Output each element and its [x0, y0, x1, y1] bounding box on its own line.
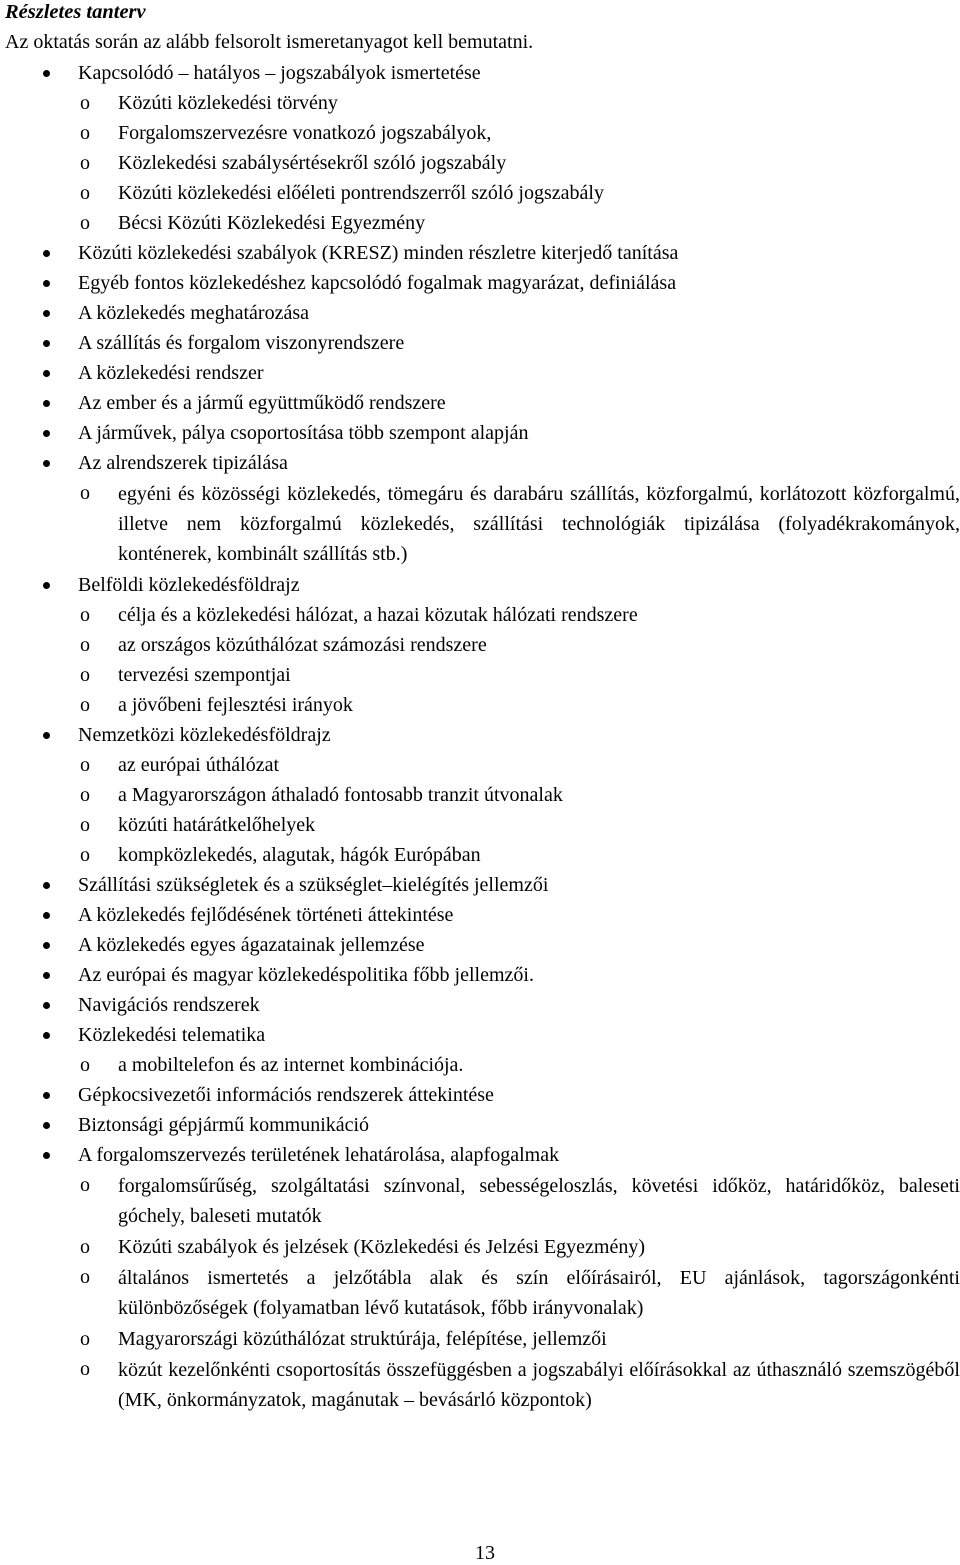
list-item-text: A szállítás és forgalom viszonyrendszere: [78, 332, 405, 354]
list-item: [5, 448, 960, 570]
list-item-text: Egyéb fontos közlekedéshez kapcsolódó fogalmak magyarázat, definiálása: [78, 272, 677, 294]
circle-bullet-icon: o: [80, 814, 90, 836]
sub-list-item-text: Közúti szabályok és jelzések (Közlekedési és Jelzési Egyezmény): [118, 1236, 646, 1258]
bullet-icon: [43, 1152, 50, 1159]
circle-bullet-icon: o: [80, 482, 90, 504]
list-item-text: Közlekedési telematika: [78, 1024, 266, 1046]
list-item-text: Nemzetközi közlekedésföldrajz: [78, 724, 331, 746]
bullet-icon: [43, 1032, 50, 1039]
sub-list: [78, 600, 960, 720]
document-page: [5, 0, 960, 1416]
page-number: 13: [475, 1542, 495, 1564]
sub-list-item-text: egyéni és közösségi közlekedés, tömegáru és darabáru szállítás, közforgalmú, korlátozott közforgalmú, illetve nem közforgalmú közlekedés, szállítási technológiák tipizálása (folyadékrakományok, konténerek, kombinált szállítás stb.): [118, 483, 960, 565]
list-item-text: A forgalomszervezés területének lehatárolása, alapfogalmak: [78, 1144, 560, 1166]
list-item: [5, 870, 960, 900]
bullet-icon: [43, 430, 50, 437]
sub-list-item: [5, 148, 960, 178]
sub-list: [78, 750, 960, 870]
bullet-icon: [43, 460, 50, 467]
list-item: [5, 358, 960, 388]
sub-list-item: [5, 1232, 960, 1262]
bullet-icon: [43, 942, 50, 949]
list-item-text: A közlekedés fejlődésének történeti áttekintése: [78, 904, 454, 926]
bullet-icon: [43, 310, 50, 317]
sub-list-item: [5, 840, 960, 870]
sub-list-item: [5, 780, 960, 810]
list-item: [5, 1110, 960, 1140]
sub-list-item: [5, 208, 960, 238]
sub-list-item-text: közúti határátkelőhelyek: [118, 814, 316, 836]
sub-list-item-text: a jövőbeni fejlesztési irányok: [118, 694, 353, 716]
circle-bullet-icon: o: [80, 122, 90, 144]
list-item: [5, 328, 960, 358]
circle-bullet-icon: o: [80, 1266, 90, 1288]
list-item: [5, 268, 960, 298]
list-item-text: Biztonsági gépjármű kommunikáció: [78, 1114, 370, 1136]
sub-list-item-text: kompközlekedés, alagutak, hágók Európában: [118, 844, 481, 866]
bullet-icon: [43, 400, 50, 407]
sub-list-item: [5, 478, 960, 570]
list-item: [5, 388, 960, 418]
bullet-icon: [43, 1122, 50, 1129]
sub-list-item-text: Forgalomszervezésre vonatkozó jogszabályok,: [118, 122, 492, 144]
list-item-text: Az ember és a jármű együttműködő rendszere: [78, 392, 446, 414]
sub-list-item: [5, 118, 960, 148]
sub-list-item: [5, 660, 960, 690]
list-item: [5, 720, 960, 870]
list-item: [5, 990, 960, 1020]
circle-bullet-icon: o: [80, 212, 90, 234]
sub-list-item: [5, 810, 960, 840]
sub-list-item-text: Közúti közlekedési előéleti pontrendszerről szóló jogszabály: [118, 182, 604, 204]
circle-bullet-icon: o: [80, 634, 90, 656]
bullet-icon: [43, 280, 50, 287]
list-item: [5, 1140, 960, 1416]
list-item: [5, 418, 960, 448]
sub-list-item: [5, 1262, 960, 1324]
bullet-icon: [43, 1092, 50, 1099]
list-item-text: A közlekedés egyes ágazatainak jellemzése: [78, 934, 425, 956]
list-item-text: Közúti közlekedési szabályok (KRESZ) minden részletre kiterjedő tanítása: [78, 242, 679, 264]
sub-list-item-text: a Magyarországon áthaladó fontosabb tranzit útvonalak: [118, 784, 563, 806]
list-item: [5, 238, 960, 268]
circle-bullet-icon: o: [80, 844, 90, 866]
list-item-text: A közlekedés meghatározása: [78, 302, 310, 324]
list-item-text: A járművek, pálya csoportosítása több szempont alapján: [78, 422, 529, 444]
sub-list-item-text: Magyarországi közúthálózat struktúrája, felépítése, jellemzői: [118, 1328, 607, 1350]
sub-list-item-text: általános ismertetés a jelzőtábla alak és szín előírásairól, EU ajánlások, tagországonkénti különbözőségek (folyamatban lévő kutatások, főbb irányvonalak): [118, 1267, 960, 1319]
circle-bullet-icon: o: [80, 1328, 90, 1350]
bullet-icon: [43, 732, 50, 739]
circle-bullet-icon: o: [80, 1174, 90, 1196]
sub-list-item-text: a mobiltelefon és az internet kombinációja.: [118, 1054, 464, 1076]
list-item: [5, 1080, 960, 1110]
sub-list: [78, 1050, 960, 1080]
circle-bullet-icon: o: [80, 754, 90, 776]
sub-list: [78, 88, 960, 238]
bullet-icon: [43, 340, 50, 347]
intro-paragraph: Az oktatás során az alább felsorolt ismeretanyagot kell bemutatni.: [5, 31, 534, 53]
sub-list-item-text: az európai úthálózat: [118, 754, 280, 776]
sub-list-item: [5, 178, 960, 208]
circle-bullet-icon: o: [80, 182, 90, 204]
circle-bullet-icon: o: [80, 604, 90, 626]
sub-list-item: [5, 88, 960, 118]
circle-bullet-icon: o: [80, 784, 90, 806]
sub-list-item-text: Közúti közlekedési törvény: [118, 92, 338, 114]
bullet-icon: [43, 972, 50, 979]
list-item: [5, 570, 960, 720]
list-item: [5, 930, 960, 960]
sub-list-item: [5, 750, 960, 780]
sub-list-item-text: tervezési szempontjai: [118, 664, 291, 686]
bullet-icon: [43, 250, 50, 257]
list-item: [5, 1020, 960, 1080]
list-item-text: Navigációs rendszerek: [78, 994, 260, 1016]
sub-list-item: [5, 630, 960, 660]
bullet-icon: [43, 70, 50, 77]
circle-bullet-icon: o: [80, 1358, 90, 1380]
sub-list: [78, 1170, 960, 1416]
circle-bullet-icon: o: [80, 92, 90, 114]
list-item-text: A közlekedési rendszer: [78, 362, 264, 384]
sub-list-item: [5, 1354, 960, 1416]
list-item: [5, 58, 960, 238]
sub-list: [78, 478, 960, 570]
sub-list-item-text: Bécsi Közúti Közlekedési Egyezmény: [118, 212, 426, 234]
list-item: [5, 960, 960, 990]
circle-bullet-icon: o: [80, 664, 90, 686]
section-heading: Részletes tanterv: [5, 1, 146, 23]
sub-list-item-text: az országos közúthálózat számozási rendszere: [118, 634, 487, 656]
list-item-text: Gépkocsivezetői információs rendszerek áttekintése: [78, 1084, 494, 1106]
list-item-text: Szállítási szükségletek és a szükséglet–kielégítés jellemzői: [78, 874, 549, 896]
bullet-icon: [43, 882, 50, 889]
sub-list-item: [5, 1324, 960, 1354]
circle-bullet-icon: o: [80, 1236, 90, 1258]
sub-list-item-text: Közlekedési szabálysértésekről szóló jogszabály: [118, 152, 507, 174]
sub-list-item-text: célja és a közlekedési hálózat, a hazai közutak hálózati rendszere: [118, 604, 638, 626]
bullet-icon: [43, 582, 50, 589]
circle-bullet-icon: o: [80, 694, 90, 716]
circle-bullet-icon: o: [80, 1054, 90, 1076]
list-item-text: Az európai és magyar közlekedéspolitika főbb jellemzői.: [78, 964, 534, 986]
bullet-icon: [43, 912, 50, 919]
list-item: [5, 298, 960, 328]
bullet-icon: [43, 370, 50, 377]
sub-list-item-text: forgalomsűrűség, szolgáltatási színvonal, sebességeloszlás, követési időköz, határidőköz, baleseti góchely, baleseti mutatók: [118, 1175, 960, 1227]
sub-list-item-text: közút kezelőnkénti csoportosítás összefüggésben a jogszabályi előírásokkal az úthasználó szemszögéből (MK, önkormányzatok, magánutak – bevásárló központok): [118, 1359, 960, 1411]
list-item-text: Az alrendszerek tipizálása: [78, 452, 288, 474]
list-item: [5, 900, 960, 930]
list-item-text: Belföldi közlekedésföldrajz: [78, 574, 300, 596]
sub-list-item: [5, 600, 960, 630]
sub-list-item: [5, 1050, 960, 1080]
circle-bullet-icon: o: [80, 152, 90, 174]
curriculum-list: [5, 58, 960, 1416]
bullet-icon: [43, 1002, 50, 1009]
list-item-text: Kapcsolódó – hatályos – jogszabályok ismertetése: [78, 62, 481, 84]
sub-list-item: [5, 1170, 960, 1232]
sub-list-item: [5, 690, 960, 720]
